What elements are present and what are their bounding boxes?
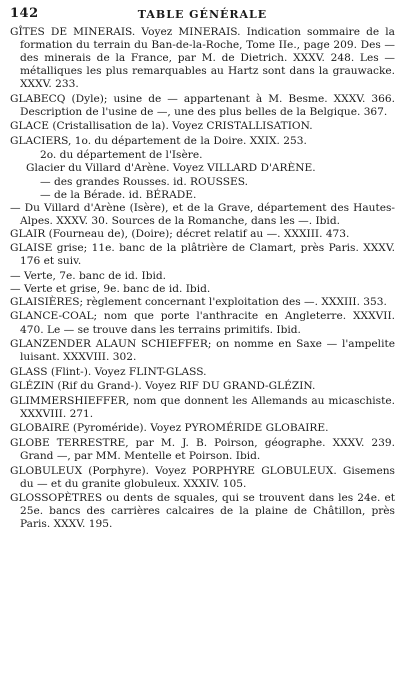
index-entry: GLAISIÈRES; règlement concernant l'exploitation des —. XXXIII. 353.: [10, 295, 387, 308]
index-subentry: — Verte, 7e. banc de id. Ibid.: [10, 269, 167, 282]
index-entry: GLOBE TERRESTRE, par M. J. B. Poirson, géographe. XXXV. 239. Grand —, par MM. Mentelle et Poirson. Ibid.: [10, 436, 395, 462]
index-entry: GLABECQ (Dyle); usine de — appartenant à M. Besme. XXXV. 366. Description de l'usine de —, une des plus belles de la Belgique. 367.: [10, 92, 395, 118]
index-entry: GLÉZIN (Rif du Grand-). Voyez RIF DU GRAND-GLÉZIN.: [10, 380, 316, 393]
index-entry: GLAISE grise; 11e. banc de la plâtrière de Clamart, près Paris. XXXV. 176 et suiv.: [10, 242, 395, 268]
index-entry: GLACE (Cristallisation de la). Voyez CRISTALLISATION.: [10, 120, 313, 133]
index-entry: GLOBAIRE (Pyroméride). Voyez PYROMÉRIDE GLOBAIRE.: [10, 422, 329, 435]
index-entries: [10, 26, 395, 531]
index-entry: GLANZENDER ALAUN SCHIEFFER; on nomme en Saxe — l'ampelite luisant. XXXVIII. 302.: [10, 338, 395, 364]
page-header: [10, 6, 395, 26]
page-number: 142: [10, 6, 39, 21]
index-entry: GLASS (Flint-). Voyez FLINT-GLASS.: [10, 365, 207, 378]
index-subentry: 2o. du département de l'Isère.: [40, 149, 203, 162]
index-entry: GLACIERS, 1o. du département de la Doire. XXIX. 253.: [10, 134, 307, 147]
index-entry: GLOSSOPÈTRES ou dents de squales, qui se trouvent dans les 24e. et 25e. bancs des carrières calcaires de la plaine de Châtillon, près Paris. XXXV. 195.: [10, 492, 395, 531]
index-subentry: — Du Villard d'Arène (Isère), et de la Grave, département des Hautes-Alpes. XXXV. 30. Sources de la Romanche, dans les —. Ibid.: [10, 201, 395, 227]
index-subentry: Glacier du Villard d'Arène. Voyez VILLARD D'ARÈNE.: [26, 162, 316, 175]
index-subentry: — Verte et grise, 9e. banc de id. Ibid.: [10, 282, 211, 295]
index-entry: GLIMMERSHIEFFER, nom que donnent les Allemands au micaschiste. XXXVIII. 271.: [10, 394, 395, 420]
index-subentry: — de la Bérade. id. BÉRADE.: [40, 188, 197, 201]
index-entry: GLOBULEUX (Porphyre). Voyez PORPHYRE GLOBULEUX. Gisemens du — et du granite globuleux. XXXIV. 105.: [10, 464, 395, 490]
index-entry: GLAIR (Fourneau de), (Doire); décret relatif au —. XXXIII. 473.: [10, 227, 350, 240]
running-title: TABLE GÉNÉRALE: [137, 8, 268, 21]
index-entry: GLANCE-COAL; nom que porte l'anthracite en Angleterre. XXXVII. 470. Le — se trouve dans les terrains primitifs. Ibid.: [10, 310, 395, 336]
index-subentry: — des grandes Rousses. id. ROUSSES.: [40, 175, 248, 188]
index-entry: GÎTES DE MINERAIS. Voyez MINERAIS. Indication sommaire de la formation du terrain du Ban-de-la-Roche, Tome IIe., page 209. Des — des minerais de la France, par M. de Dietrich. XXXV. 248. Les — métalliques les plus remarquables au Hartz sont dans la grauwacke. XXXV. 233.: [10, 26, 395, 91]
